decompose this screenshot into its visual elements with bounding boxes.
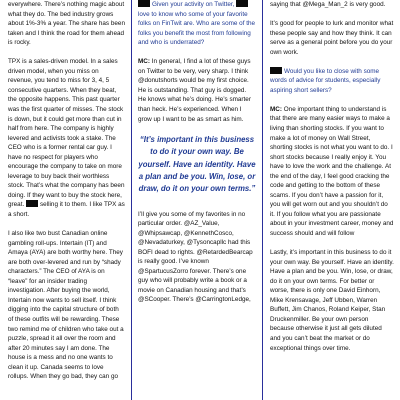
column-middle	[138, 0, 256, 315]
body-paragraph: TPX is a sales-driven model. In a sales driven model, when you miss on revenue, you tend to miss for 3, 4, 5 consecutive quarters. When they beat, the opposite happens. This past quarter was the first quarter of misses. The stock is down, but it could get more than cut in half from here. The company is highly levered and activists took a stake. The CEO who is a former rental car guy. I have no respect for players who encourage the company to take on more leverage to buy back their worthless stock. That’s what the company has been doing. If they want to buy the stock here, great. selling it to them. I like TPX as a short.	[8, 58, 125, 218]
column-right	[270, 0, 394, 363]
interview-question: Would you like to close with some words of advice for students, especially aspiring short sellers?	[270, 67, 381, 94]
body-paragraph: I also like two bust Canadian online gambling roll-ups. Intertain (IT) and Amaya (AYA) are both worthy here. They are both over-levered and run by “shady characters.” The CEO of AYA is on “leave” for an insider trading investigation. After buying the world, Intertain now wants to sell itself. I think digging into the capital structure of both of these outfits will be rewarding. These two remind me of children who take out a puzzle, spread it all over the room and after 20 minutes say I am done. The house is a mess and no one wants to clean it up. Canada seems to love rollups. When they go bad, they can go	[8, 230, 124, 381]
redaction-block	[26, 200, 38, 207]
interview-answer: I’ll give you some of my favorites in no particular order. @AZ_Value, @Whipsawcap, @KennethCosco, @Nevadaturkey, @Tysoncapllc had this BOFI dead to rights. @RetardedBearcap is really good. I’ve known @SpartucusZorro forever. There’s one guy who will probably write a book or a movie on Canadian housing and that’s @SCooper. There’s @CarringtonLedge,	[138, 210, 253, 304]
body-paragraph: saying that @Mega_Man_2 is very good.	[270, 1, 386, 8]
interview-answer: MC: In general, I find a lot of these guys on Twitter to be very, very sharp. I think @donutshorts would be my first choice. He is outstanding. That guy is dogged. He knows what he’s doing. He’s smarter than heck. He’s experienced. When I grow up I want to be as smart as him.	[138, 58, 251, 123]
interview-answer: MC: One important thing to understand is that there are many easier ways to make a living than shorting stocks. If you want to make a lot of money on Wall Street, shorting stocks is not what you want to do. I short stocks because I really enjoy it. You have to love the work and the challenge. At the end of the day, I feel good cracking the code and getting to the bottom of these scams. If you don’t have a passion for it, you will get worn out and you shouldn’t do it. If you follow what you are passionate about in your investment career, money and success should and will follow	[270, 105, 394, 237]
redaction-block	[138, 0, 150, 7]
column-left	[8, 0, 125, 391]
interview-question: Given your activity on Twitter, love to know who some of your favorite folks on FinTwit are. Who are some of the folks you benefit the most from following and who is underrated?	[138, 1, 256, 47]
pull-quote: “It’s important in this business to do it your own way. Be yourself. Have an identity. Have a plan and be you. Win, lose, or draw, do it on your own terms.”	[138, 135, 256, 194]
column-divider	[262, 0, 263, 400]
body-paragraph: everywhere. There’s nothing magic about what they do. The bed industry grows about 1%-3% a year. The share has been taken and I think the road for them ahead is rocky.	[8, 1, 125, 47]
column-divider	[131, 0, 132, 400]
body-paragraph: Lastly, it’s important in this business to do it your own way. Be yourself. Have an identity. Have a plan and be you. Win, lose, or draw, do it on your own terms. For better or worse, there is only one David Einhorn, Mike Krensavage, Jeff Ubben, Warren Buffett, Jim Chanos, Roland Keiper, Stan Druckenmiller. Be your own person because otherwise it just all gets diluted and you can’t beat the market or do exceptional things over time.	[270, 249, 394, 352]
redaction-block	[270, 67, 282, 74]
body-paragraph: It’s good for people to lurk and monitor what these people say and how they think. It can serve as a general point before you do your own work.	[270, 20, 394, 56]
redaction-block	[236, 0, 248, 7]
